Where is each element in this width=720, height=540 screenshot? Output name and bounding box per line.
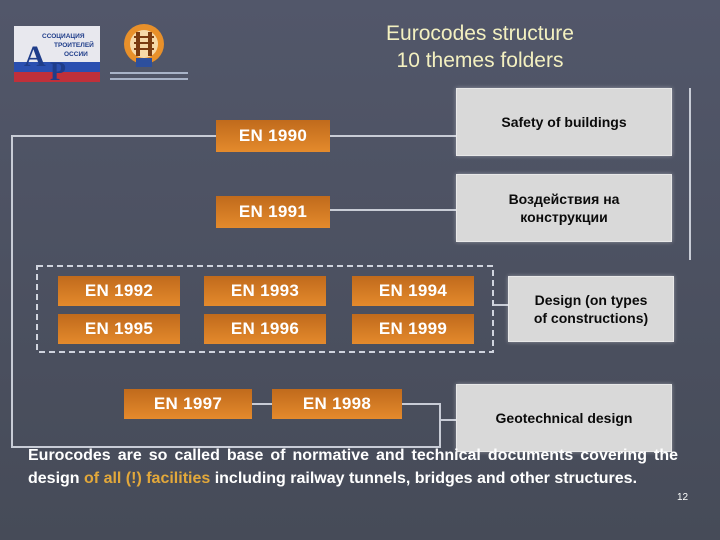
title-line1: Eurocodes structure bbox=[386, 22, 574, 45]
box-en1999: EN 1999 bbox=[352, 314, 474, 344]
box-en1990: EN 1990 bbox=[216, 120, 330, 152]
box-en1994: EN 1994 bbox=[352, 276, 474, 306]
theme-geotechnical-design: Geotechnical design bbox=[456, 384, 672, 452]
actions-line2: конструкции bbox=[520, 209, 608, 225]
note-text bbox=[28, 444, 678, 490]
theme-safety-of-buildings: Safety of buildings bbox=[456, 88, 672, 156]
box-en1995: EN 1995 bbox=[58, 314, 180, 344]
note-part1: Eurocodes are so called base of normative and technical documents covering the design bbox=[28, 447, 678, 487]
box-en1996: EN 1996 bbox=[204, 314, 326, 344]
svg-text:P: P bbox=[50, 57, 66, 82]
actions-line1: Воздействия на bbox=[508, 191, 620, 207]
logo-line1: ССОЦИАЦИЯ bbox=[42, 33, 85, 40]
design-line2: of constructions) bbox=[533, 310, 649, 326]
box-en1998: EN 1998 bbox=[272, 389, 402, 419]
logo-line3: ОССИИ bbox=[64, 51, 88, 58]
page-number: 12 bbox=[677, 492, 689, 503]
logo-line2: ТРОИТЕЛЕЙ bbox=[54, 42, 94, 49]
design-line1: Design (on types bbox=[534, 292, 648, 308]
svg-text:A: A bbox=[24, 40, 46, 73]
note-highlight: of all (!) facilities bbox=[84, 470, 211, 487]
box-en1993: EN 1993 bbox=[204, 276, 326, 306]
title-line2: 10 themes folders bbox=[396, 49, 564, 72]
theme-actions-on-structures bbox=[456, 174, 672, 242]
box-en1991: EN 1991 bbox=[216, 196, 330, 228]
note-part2: including railway tunnels, bridges and other structures. bbox=[210, 470, 638, 487]
box-en1997: EN 1997 bbox=[124, 389, 252, 419]
theme-design-on-types bbox=[508, 276, 674, 342]
box-en1992: EN 1992 bbox=[58, 276, 180, 306]
